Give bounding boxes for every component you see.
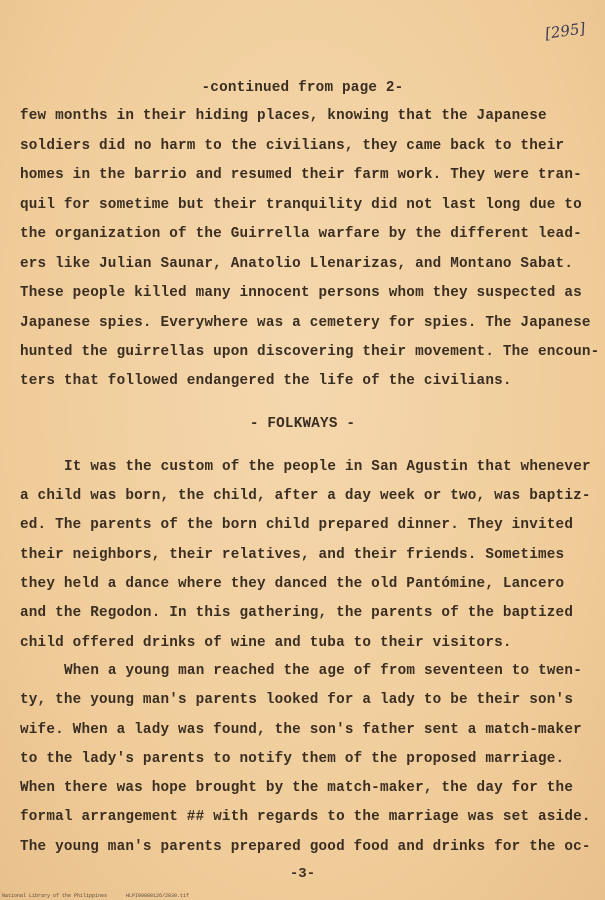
text-line: These people killed many innocent persons whom they suspected as	[20, 285, 582, 301]
text-line: quil for sometime but their tranquility did not last long due to	[20, 197, 582, 213]
text-line: When a young man reached the age of from seventeen to twen-	[64, 663, 582, 679]
file-name: HLPI00000126/2030.tif	[126, 893, 190, 899]
text-line: When there was hope brought by the match-maker, the day for the	[20, 780, 574, 796]
handwritten-page-annotation: [295]	[543, 19, 587, 43]
text-line: child offered drinks of wine and tuba to their visitors.	[20, 635, 512, 651]
library-credit: National Library of the Philippines	[2, 893, 108, 899]
text-line: a child was born, the child, after a day week or two, was baptiz-	[20, 488, 591, 504]
text-line: to the lady's parents to notify them of the proposed marriage.	[20, 751, 565, 767]
scan-footer	[2, 893, 205, 899]
section-heading-folkways: - FOLKWAYS -	[249, 416, 356, 432]
text-line: soldiers did no harm to the civilians, they came back to their	[20, 138, 565, 154]
text-line: hunted the guirrellas upon discovering their movement. The encoun-	[20, 344, 600, 360]
text-line: ters that followed endangered the life of the civilians.	[20, 373, 512, 389]
text-line: ty, the young man's parents looked for a lady to be their son's	[20, 692, 574, 708]
text-line: Japanese spies. Everywhere was a cemetery for spies. The Japanese	[20, 315, 591, 331]
page-number: -3-	[289, 866, 316, 882]
continued-note: -continued from page 2-	[201, 80, 404, 96]
text-line: few months in their hiding places, knowing that the Japanese	[20, 108, 547, 124]
text-line: ers like Julian Saunar, Anatolio Llenarizas, and Montano Sabat.	[20, 256, 574, 272]
text-line: homes in the barrio and resumed their farm work. They were tran-	[20, 167, 582, 183]
text-line: It was the custom of the people in San Agustin that whenever	[64, 459, 591, 475]
text-line: ed. The parents of the born child prepared dinner. They invited	[20, 517, 574, 533]
text-line: wife. When a lady was found, the son's father sent a match-maker	[20, 722, 582, 738]
text-line: their neighbors, their relatives, and their friends. Sometimes	[20, 547, 565, 563]
text-line: The young man's parents prepared good food and drinks for the oc-	[20, 839, 591, 855]
text-line: they held a dance where they danced the old Pantómine, Lancero	[20, 576, 565, 592]
text-line: the organization of the Guirrella warfare by the different lead-	[20, 226, 582, 242]
text-line: formal arrangement ## with regards to the marriage was set aside.	[20, 809, 591, 825]
text-line: and the Regodon. In this gathering, the parents of the baptized	[20, 605, 574, 621]
